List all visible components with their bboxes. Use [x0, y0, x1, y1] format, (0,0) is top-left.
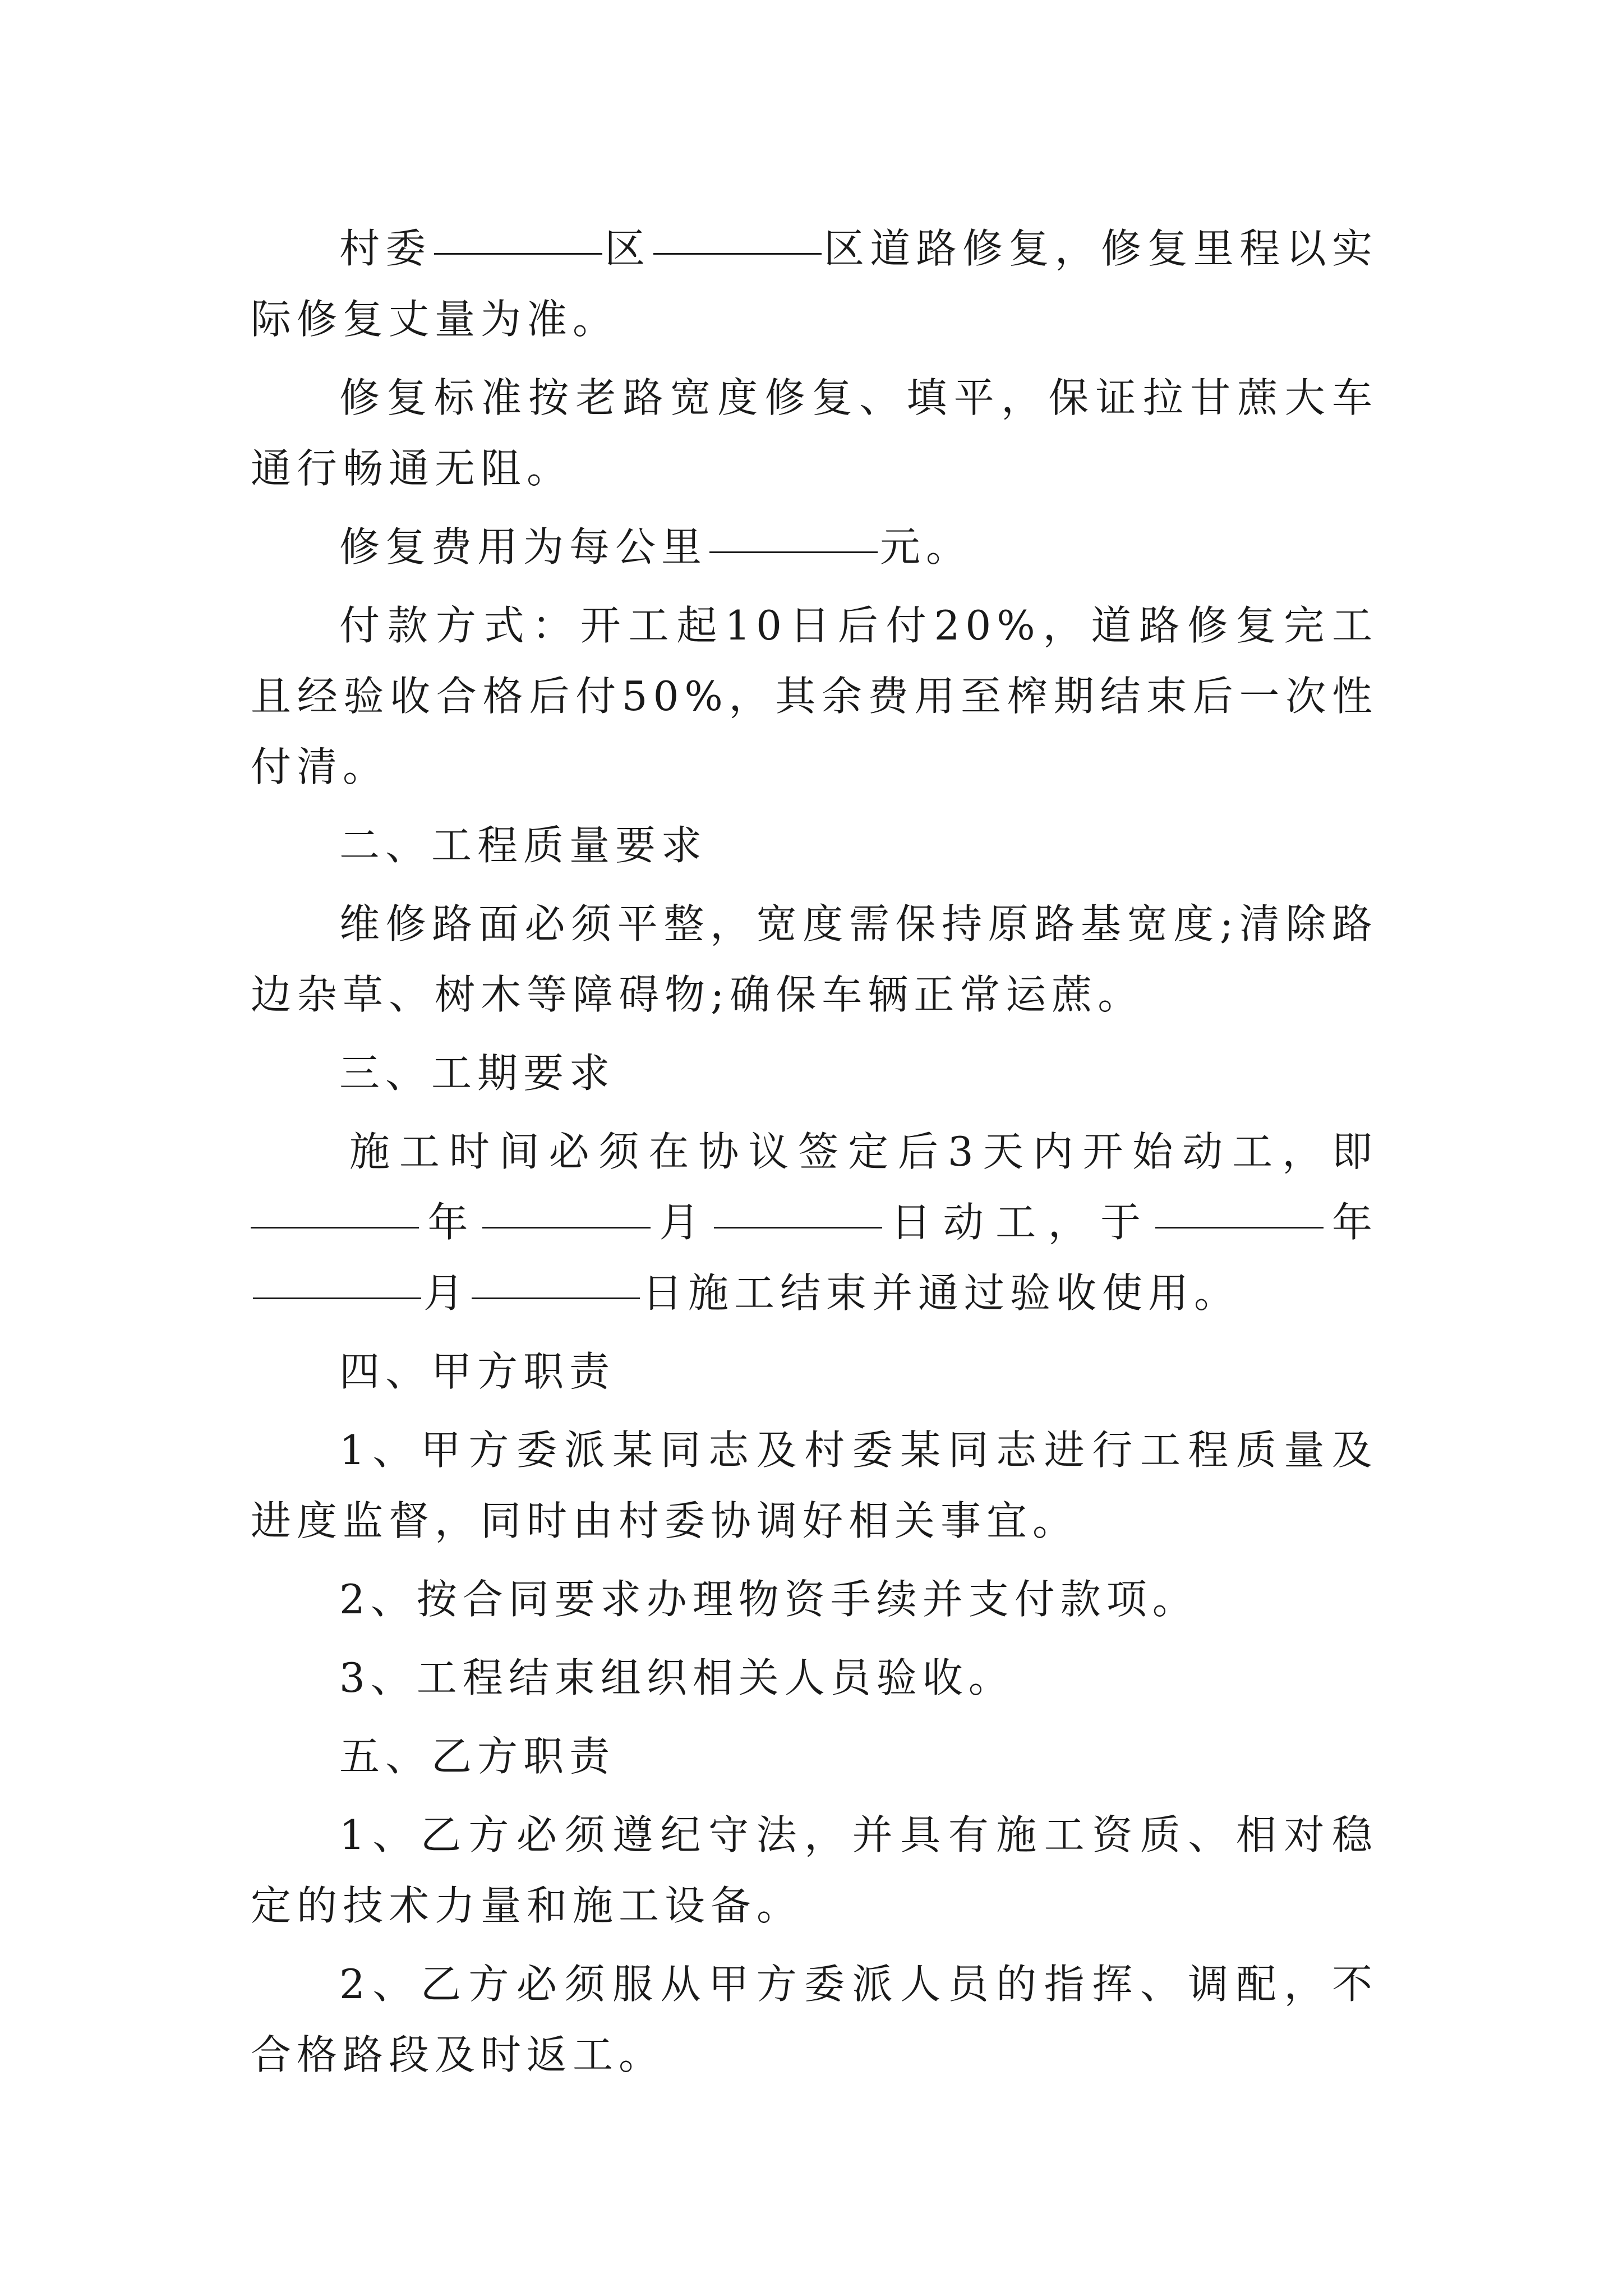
- paragraph-repair-standard: 修复标准按老路宽度修复、填平，保证拉甘蔗大车通行畅通无阻。: [251, 374, 1378, 492]
- paragraph-schedule: [251, 1116, 1378, 1328]
- blank-line: [653, 252, 822, 255]
- paragraph-quality-requirements: 维修路面必须平整，宽度需保持原路基宽度;清除路边杂草、树木等障碍物;确保车辆正常运蔗。: [251, 900, 1378, 1018]
- paragraph-party-b-2: 2、乙方必须服从甲方委派人员的指挥、调配，不合格路段及时返工。: [251, 1961, 1378, 2078]
- text-segment: 元。: [880, 523, 972, 570]
- text-segment: 施工时间必须在协议签定后3天内开始动工，即: [349, 1128, 1378, 1175]
- blank-line: [434, 252, 602, 255]
- text-segment: 日动工，于: [884, 1199, 1153, 1246]
- text-segment: 日施工结束并通过验收使用。: [642, 1269, 1241, 1317]
- document-body: [251, 213, 1378, 2098]
- text-segment: 村委: [339, 225, 432, 272]
- blank-line: [482, 1226, 651, 1228]
- section-heading-schedule: 三、工期要求: [339, 1050, 616, 1097]
- section-heading-party-a: 四、甲方职责: [339, 1348, 616, 1395]
- paragraph-party-a-1: 1、甲方委派某同志及村委某同志进行工程质量及进度监督，同时由村委协调好相关事宜。: [251, 1427, 1378, 1544]
- paragraph-payment-method: 付款方式：开工起10日后付20%，道路修复完工且经验收合格后付50%，其余费用至榨期结束后一次性付清。: [251, 602, 1378, 790]
- paragraph-repair-scope: [251, 213, 1378, 355]
- paragraph-party-b-1: 1、乙方必须遵纪守法，并具有施工资质、相对稳定的技术力量和施工设备。: [251, 1811, 1378, 1929]
- text-segment: 年: [1325, 1199, 1378, 1246]
- blank-line: [714, 1226, 882, 1228]
- text-segment: 区道路修复，修复里程以实际修复丈量为准。: [251, 225, 1378, 343]
- blank-line: [709, 551, 878, 553]
- text-segment: 月: [423, 1269, 470, 1317]
- paragraph-party-a-3: 3、工程结束组织相关人员验收。: [339, 1654, 1015, 1701]
- section-heading-party-b: 五、乙方职责: [339, 1733, 616, 1780]
- text-segment: 修复费用为每公里: [339, 523, 708, 570]
- blank-line: [251, 1226, 419, 1228]
- text-segment: 月: [652, 1199, 712, 1246]
- blank-line: [253, 1297, 421, 1299]
- blank-line: [1155, 1226, 1324, 1228]
- text-segment: 年: [421, 1199, 480, 1246]
- section-heading-quality: 二、工程质量要求: [339, 822, 708, 869]
- paragraph-repair-cost: [251, 512, 1378, 582]
- text-segment: 区: [604, 225, 651, 272]
- paragraph-party-a-2: 2、按合同要求办理物资手续并支付款项。: [339, 1576, 1198, 1623]
- blank-line: [472, 1297, 640, 1299]
